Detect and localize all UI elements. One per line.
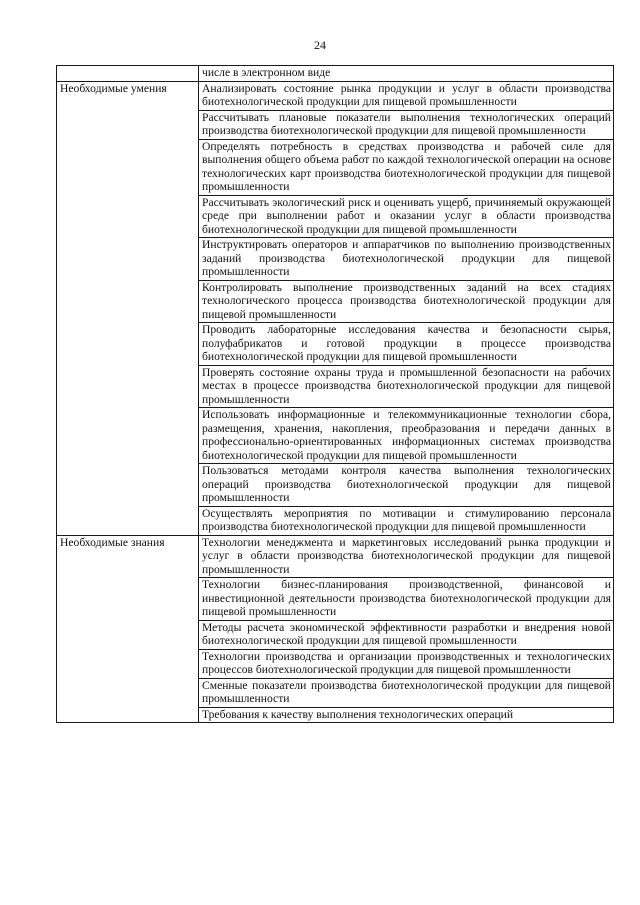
knowledge-item: Технологии бизнес-планирования производственной, финансовой и инвестиционной деятельности производства биотехнологической продукции для пищевой промышленности bbox=[199, 578, 614, 621]
table-row bbox=[57, 81, 614, 110]
knowledge-item: Требования к качеству выполнения технологических операций bbox=[199, 707, 614, 723]
skill-item: Определять потребность в средствах производства и рабочей силе для выполнения общего объема работ по каждой технологической операции на основе технологических карт производства биотехнологической продукции для пищевой промышленности bbox=[199, 139, 614, 195]
table-row-continued bbox=[57, 66, 614, 82]
competency-table bbox=[56, 65, 614, 723]
skill-item: Пользоваться методами контроля качества выполнения технологических операций производства биотехнологической продукции для пищевой промышленности bbox=[199, 464, 614, 507]
knowledge-item: Сменные показатели производства биотехнологической продукции для пищевой промышленности bbox=[199, 678, 614, 707]
skill-item: Анализировать состояние рынка продукции и услуг в области производства биотехнологической продукции для пищевой промышленности bbox=[199, 81, 614, 110]
skill-item: Проводить лабораторные исследования качества и безопасности сырья, полуфабрикатов и готовой продукции в процессе производства биотехнологической продукции для пищевой промышленности bbox=[199, 323, 614, 366]
skill-item: Проверять состояние охраны труда и промышленной безопасности на рабочих местах в процессе производства биотехнологической продукции для пищевой промышленности bbox=[199, 365, 614, 408]
skill-item: Рассчитывать экологический риск и оценивать ущерб, причиняемый окружающей среде при выполнении работ и оказании услуг в области производства биотехнологической продукции для пищевой промышленности bbox=[199, 195, 614, 238]
knowledge-item: Технологии производства и организации производственных и технологических процессов биотехнологической продукции для пищевой промышленности bbox=[199, 649, 614, 678]
skill-item: Инструктировать операторов и аппаратчиков по выполнению производственных заданий производства биотехнологической продукции для пищевой промышленности bbox=[199, 238, 614, 281]
table-row bbox=[57, 535, 614, 578]
continued-item: числе в электронном виде bbox=[199, 66, 614, 82]
skill-item: Контролировать выполнение производственных заданий на всех стадиях технологического процесса производства биотехнологической продукции для пищевой промышленности bbox=[199, 280, 614, 323]
page-number: 24 bbox=[314, 38, 326, 52]
knowledge-item: Технологии менеджмента и маркетинговых исследований рынка продукции и услуг в области производства биотехнологической продукции для пищевой промышленности bbox=[199, 535, 614, 578]
skill-item: Рассчитывать плановые показатели выполнения технологических операций производства биотехнологической продукции для пищевой промышленности bbox=[199, 110, 614, 139]
knowledge-label: Необходимые знания bbox=[57, 535, 199, 723]
skills-label: Необходимые умения bbox=[57, 81, 199, 535]
label-cell-empty bbox=[57, 66, 199, 82]
knowledge-item: Методы расчета экономической эффективности разработки и внедрения новой биотехнологической продукции для пищевой промышленности bbox=[199, 620, 614, 649]
skill-item: Осуществлять мероприятия по мотивации и стимулированию персонала производства биотехнологической продукции для пищевой промышленности bbox=[199, 506, 614, 535]
skill-item: Использовать информационные и телекоммуникационные технологии сбора, размещения, хранения, накопления, преобразования и передачи данных в профессионально-ориентированных информационных системах производства биотехнологической продукции для пищевой промышленности bbox=[199, 408, 614, 464]
